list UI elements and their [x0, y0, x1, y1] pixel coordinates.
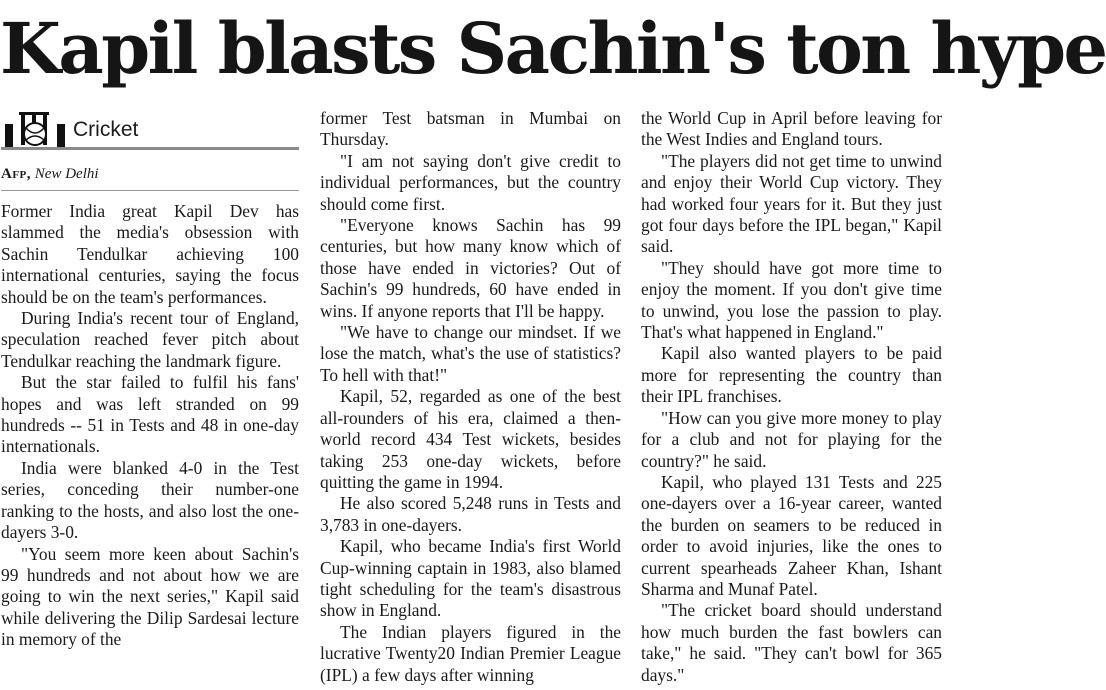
- paragraph: "You seem more keen about Sachin's 99 hundreds and not about how we are going to win the next series," Kapil said while delivering the Dilip Sardesai lecture in memory of the: [1, 543, 299, 650]
- paragraph: Former India great Kapil Dev has slammed the media's obsession with Sachin Tendulkar achieving 100 international centuries, saying the focus should be on the team's performances.: [1, 201, 299, 307]
- paragraph: the World Cup in April before leaving for the West Indies and England tours.: [641, 108, 942, 150]
- paragraph: "Everyone knows Sachin has 99 centuries, but how many know which of those have ended in victories? Out of Sachin's 99 hundreds, 60 have ended in wins. If anyone reports that I'll be happy.: [320, 215, 621, 321]
- paragraph: The Indian players figured in the lucrative Twenty20 Indian Premier League (IPL) a few days after winning: [320, 621, 621, 685]
- paragraph: Kapil, who played 131 Tests and 225 one-dayers over a 16-year career, wanted the burden on seamers to be reduced in order to avoid injuries, like the ones to current spearheads Zaheer Khan, Ishant Sharma and Munaf Patel.: [641, 471, 942, 599]
- byline-place: New Delhi: [34, 166, 99, 182]
- cricket-stumps-ball-icon: [5, 110, 69, 148]
- byline: [1, 166, 299, 188]
- section-title: Cricket: [73, 118, 139, 141]
- article-column-3: [641, 108, 942, 686]
- paragraph: India were blanked 4-0 in the Test series, conceding their number-one ranking to the hosts, and also lost the one-dayers 3-0.: [1, 457, 299, 543]
- paragraph: But the star failed to fulfil his fans' hopes and was left stranded on 99 hundreds -- 51 in Tests and 48 in one-day internationals.: [1, 372, 299, 457]
- paragraph: "I am not saying don't give credit to individual performances, but the country should come first.: [320, 150, 621, 214]
- paragraph: former Test batsman in Mumbai on Thursday.: [320, 108, 621, 150]
- paragraph: "The players did not get time to unwind and enjoy their World Cup victory. They had worked four years for it. But they just got four days before the IPL began," Kapil said.: [641, 150, 942, 257]
- paragraph: "How can you give more money to play for a club and not for playing for the country?" he said.: [641, 407, 942, 471]
- byline-divider: [1, 190, 299, 191]
- paragraph: Kapil, who became India's first World Cup-winning captain in 1983, also blamed tight scheduling for the team's disastrous show in England.: [320, 536, 621, 621]
- article-column-1: [1, 201, 299, 651]
- paragraph: During India's recent tour of England, speculation reached fever pitch about Tendulkar reaching the landmark figure.: [1, 308, 299, 371]
- section-label: [1, 108, 299, 152]
- article-column-2: [320, 108, 621, 686]
- paragraph: Kapil, 52, regarded as one of the best all-rounders of his era, claimed a then-world record 434 Test wickets, besides taking 253 one-day wickets, before quitting the game in 1994.: [320, 386, 621, 492]
- paragraph: "The cricket board should understand how much burden the fast bowlers can take," he said. "They can't bowl for 365 days.": [641, 600, 942, 685]
- paragraph: He also scored 5,248 runs in Tests and 3,783 in one-dayers.: [320, 493, 621, 535]
- paragraph: "We have to change our mindset. If we lose the match, what's the use of statistics? To hell with that!": [320, 322, 621, 385]
- headline: Kapil blasts Sachin's ton hype: [0, 7, 1106, 90]
- byline-agency: Afp,: [1, 166, 32, 182]
- section-divider: [1, 147, 299, 150]
- paragraph: Kapil also wanted players to be paid more for representing the country than their IPL franchises.: [641, 343, 942, 407]
- paragraph: "They should have got more time to enjoy the moment. If you don't give time to unwind, you lose the passion to play. That's what happened in England.": [641, 257, 942, 343]
